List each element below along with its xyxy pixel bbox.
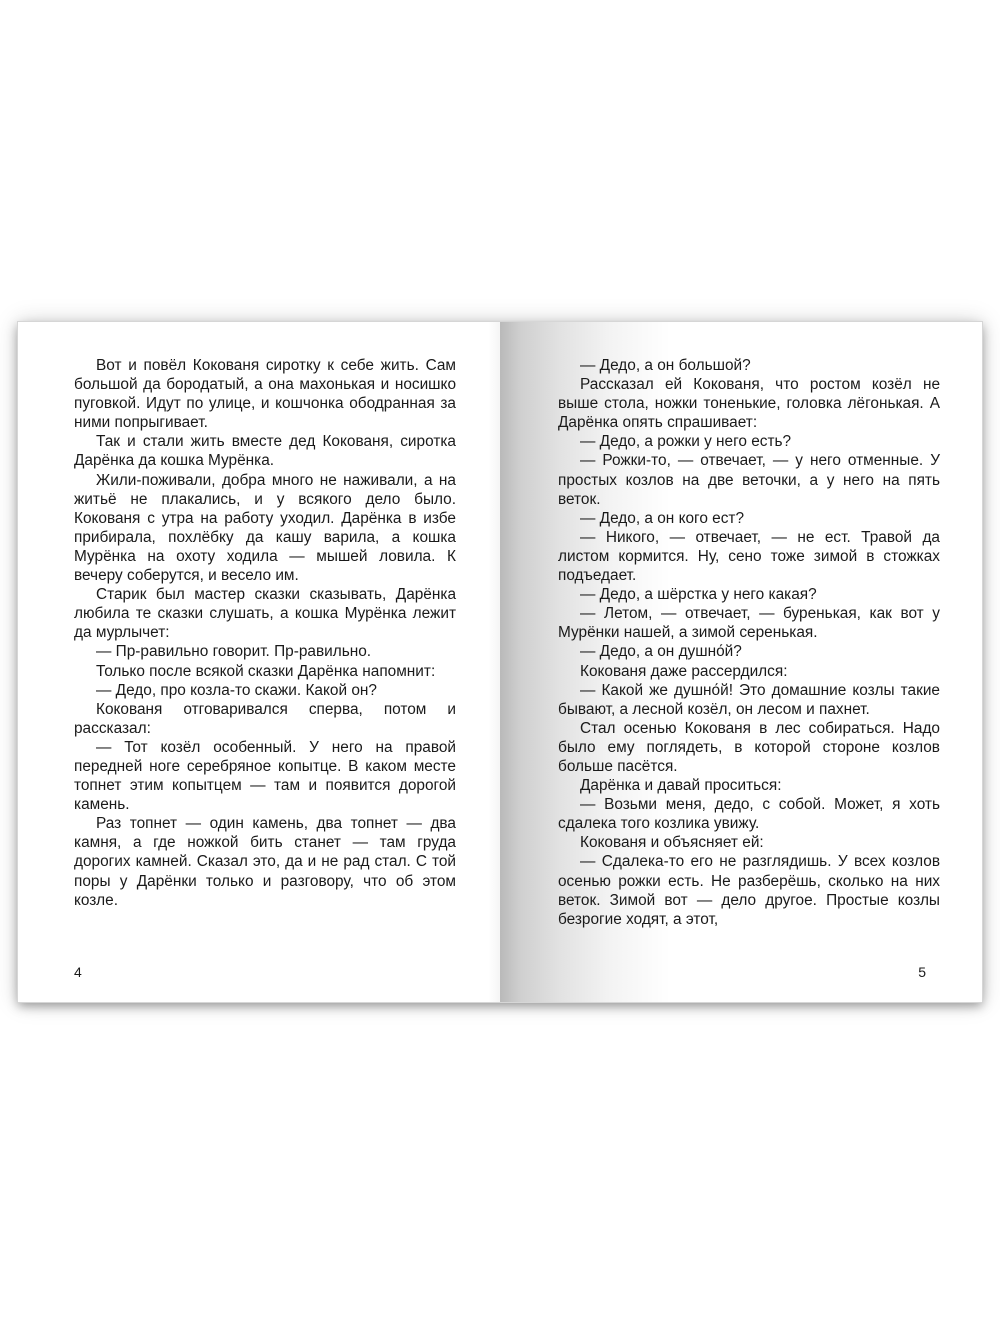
paragraph: Кокованя даже рассердился: <box>580 662 788 680</box>
paragraph: — Какой же душно́й! Это домашние козлы такие бывают, а лесной козёл, он лесом и пахнет. <box>558 681 940 718</box>
paragraph: — Никого, — отвечает, — не ест. Травой да листом кормится. Ну, сено тоже зимой в стожках подъедает. <box>558 528 940 585</box>
paragraph: — Дедо, про козла-то скажи. Какой он? <box>96 681 377 699</box>
paragraph: Старик был мастер сказки сказывать, Дарёнка любила те сказки слушать, а кошка Мурёнка лежит да мурлычет: <box>74 586 456 642</box>
paragraph: Дарёнка и давай проситься: <box>580 777 782 795</box>
left-page-text <box>74 356 456 910</box>
book-spread <box>18 322 982 1002</box>
gutter-shadow <box>488 322 500 1002</box>
paragraph: Рассказал ей Кокованя, что ростом козёл не выше стола, ножки тоненькие, головка лёгонькая. А Дарёнка опять спрашивает: <box>558 376 940 432</box>
paragraph: — Дедо, а он кого ест? <box>580 509 745 527</box>
paragraph: Жили-поживали, добра много не наживали, а на житьё не плакались, и у всякого дело было. Кокованя с утра на работу уходил. Дарёнка в избе прибирала, похлёбку да кашу варила, а кошка Мурёнка на охоту ходила — мышей ловила. К вечеру соберутся, и весело им. <box>74 471 456 585</box>
paragraph: Кокованя и объясняет ей: <box>580 834 764 852</box>
paragraph: Так и стали жить вместе дед Кокованя, сиротка Дарёнка да кошка Мурёнка. <box>74 433 456 470</box>
paragraph: Раз топнет — один камень, два топнет — два камня, а где ножкой бить станет — там груда дорогих камней. Сказал это, да и не рад стал. С той поры у Дарёнки только и разговору, что об этом козле. <box>74 815 456 909</box>
left-page <box>18 322 500 1002</box>
right-page-text <box>558 356 940 929</box>
paragraph: — Тот козёл особенный. У него на правой передней ноге серебряное копытце. В каком месте топнет этим копытцем — там и появится дорогой камень. <box>74 738 456 814</box>
paragraph: Только после всякой сказки Дарёнка напомнит: <box>96 662 436 680</box>
paragraph: — Рожки-то, — отвечает, — у него отменные. У простых козлов на две веточки, а у него на пять веток. <box>558 452 940 508</box>
right-page <box>500 322 982 1002</box>
paragraph: Стал осенью Кокованя в лес собираться. Надо было ему поглядеть, в которой стороне козлов больше пасётся. <box>558 719 940 775</box>
paragraph: — Летом, — отвечает, — буренькая, как вот у Мурёнки нашей, а зимой серенькая. <box>558 605 940 642</box>
paragraph: — Дедо, а он большой? <box>580 357 751 374</box>
paragraph: Вот и повёл Кокованя сиротку к себе жить. Сам большой да бородатый, а она махонькая и носишко пуговкой. Идут по улице, и кошчонка ободранная за ними попрыгивает. <box>74 357 456 432</box>
paragraph: — Пр-равильно говорит. Пр-равильно. <box>96 643 372 661</box>
paragraph: — Дедо, а он душно́й? <box>580 643 742 661</box>
page-number: 4 <box>74 964 82 980</box>
paragraph: Кокованя отговаривался сперва, потом и рассказал: <box>74 700 456 737</box>
paragraph: — Дедо, а рожки у него есть? <box>580 433 792 451</box>
paragraph: — Дедо, а шёрстка у него какая? <box>580 586 817 604</box>
paragraph: — Возьми меня, дедо, с собой. Может, я хоть сдалека того козлика увижу. <box>558 796 940 833</box>
paragraph: — Сдалека-то его не разглядишь. У всех козлов осенью рожки есть. Не разберёшь, сколько на них веток. Зимой вот — дело другое. Простые козлы безрогие ходят, а этот, <box>558 853 940 928</box>
page-number: 5 <box>918 964 926 980</box>
